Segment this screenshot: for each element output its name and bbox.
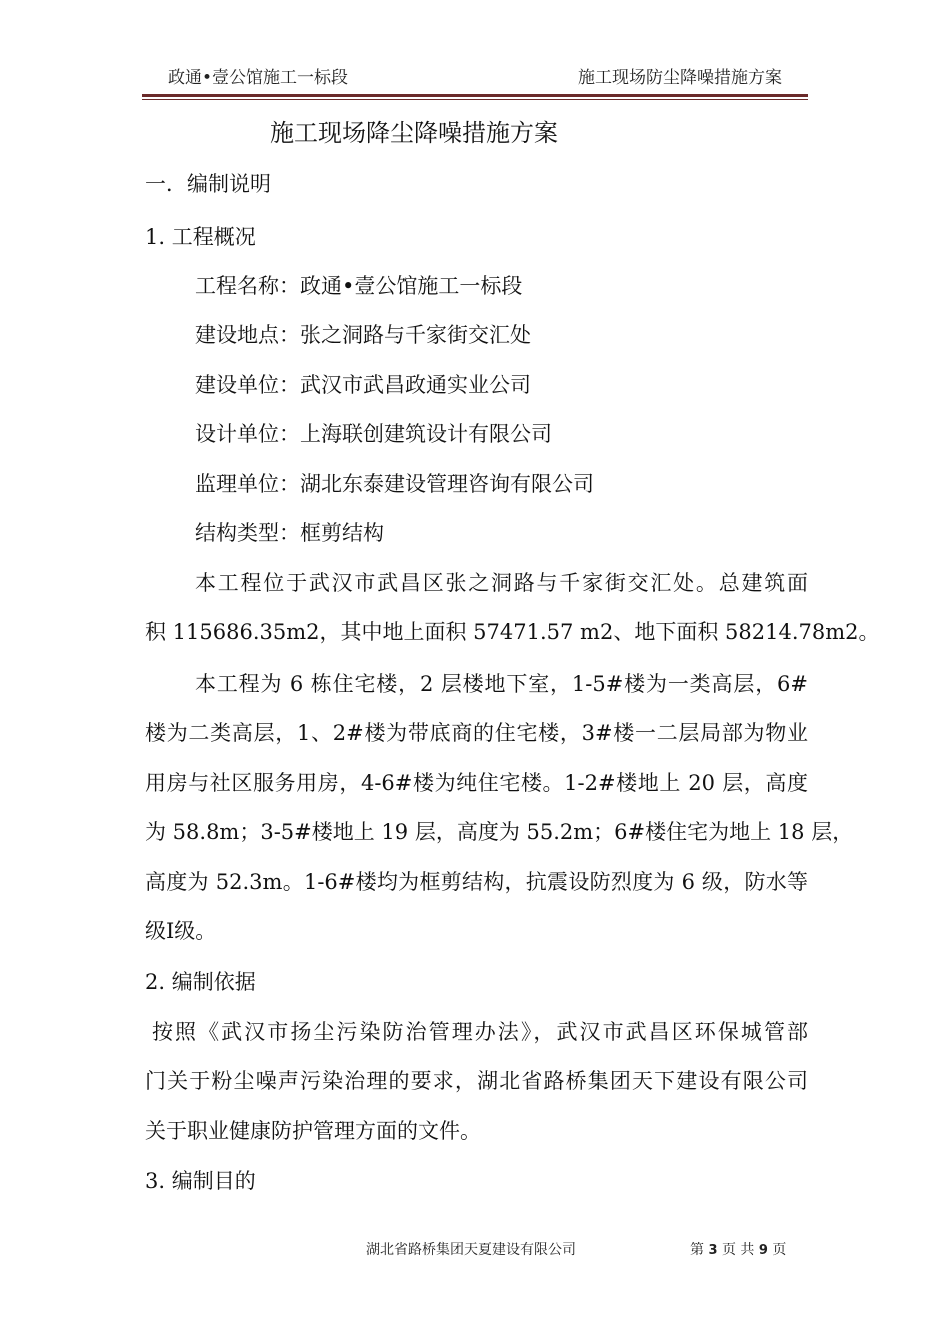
paragraph-line: 本工程位于武汉市武昌区张之洞路与千家街交汇处。总建筑面 bbox=[195, 571, 808, 595]
header-document-name: 施工现场防尘降噪措施方案 bbox=[578, 68, 782, 88]
page-mid: 页 共 bbox=[721, 1242, 755, 1258]
field-structure-type: 结构类型：框剪结构 bbox=[195, 521, 384, 545]
page-current: 3 bbox=[708, 1243, 718, 1258]
field-designer: 设计单位：上海联创建筑设计有限公司 bbox=[195, 422, 552, 446]
page-total: 9 bbox=[758, 1243, 768, 1258]
field-location: 建设地点：张之洞路与千家街交汇处 bbox=[195, 323, 531, 347]
paragraph-line: 门关于粉尘噪声污染治理的要求，湖北省路桥集团天下建设有限公司 bbox=[145, 1069, 808, 1093]
paragraph-line: 本工程为 6 栋住宅楼，2 层楼地下室，1-5#楼为一类高层，6# bbox=[195, 672, 808, 696]
page-suffix: 页 bbox=[772, 1242, 787, 1258]
document-title: 施工现场降尘降噪措施方案 bbox=[270, 119, 558, 147]
header-project-name: 政通•壹公馆施工一标段 bbox=[168, 68, 349, 88]
paragraph-line: 关于职业健康防护管理方面的文件。 bbox=[145, 1119, 481, 1143]
paragraph-line: 高度为 52.3m。1-6#楼均为框剪结构，抗震设防烈度为 6 级，防水等 bbox=[145, 870, 808, 894]
field-project-name: 工程名称：政通•壹公馆施工一标段 bbox=[195, 274, 523, 298]
section-heading: 一．编制说明 bbox=[145, 172, 271, 196]
paragraph-line: 积 115686.35m2，其中地上面积 57471.57 m2、地下面积 58214.78m2。 bbox=[145, 620, 880, 644]
subsection-heading-overview: 1. 工程概况 bbox=[145, 225, 256, 249]
paragraph-line: 级Ⅰ级。 bbox=[145, 919, 217, 943]
paragraph-line: 楼为二类高层，1、2#楼为带底商的住宅楼，3#楼一二层局部为物业 bbox=[145, 721, 808, 745]
paragraph-line: 为 58.8m；3-5#楼地上 19 层，高度为 55.2m；6#楼住宅为地上 18 层， bbox=[145, 820, 854, 844]
paragraph-line: 按照《武汉市扬尘污染防治管理办法》，武汉市武昌区环保城管部 bbox=[152, 1020, 808, 1044]
footer-company: 湖北省路桥集团天夏建设有限公司 bbox=[366, 1242, 576, 1258]
page-prefix: 第 bbox=[690, 1242, 704, 1258]
header-rule-thin bbox=[142, 99, 808, 100]
footer-page-number bbox=[690, 1240, 786, 1261]
subsection-heading-basis: 2. 编制依据 bbox=[145, 970, 256, 994]
subsection-heading-purpose: 3. 编制目的 bbox=[145, 1169, 256, 1193]
paragraph-line: 用房与社区服务用房，4-6#楼为纯住宅楼。1-2#楼地上 20 层，高度 bbox=[145, 771, 808, 795]
header-rule-thick bbox=[142, 94, 808, 97]
field-owner: 建设单位：武汉市武昌政通实业公司 bbox=[195, 373, 531, 397]
field-supervisor: 监理单位：湖北东泰建设管理咨询有限公司 bbox=[195, 472, 594, 496]
